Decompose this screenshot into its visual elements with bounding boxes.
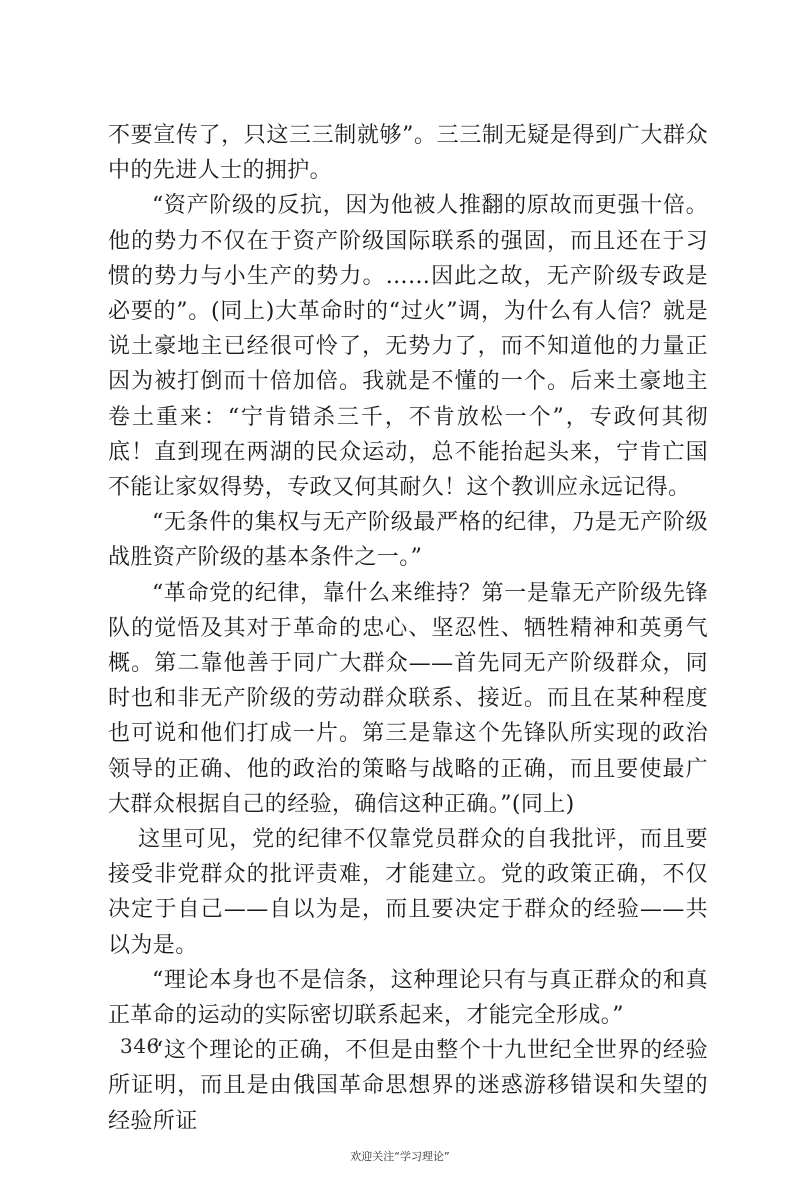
paragraph-7: “这个理论的正确，不但是由整个十九世纪全世界的经验所证明，而且是由俄国革命思想界的迷惑游移错误和失望的经验所证: [108, 1038, 708, 1134]
page-number: 346: [120, 1034, 160, 1058]
body-text: [108, 118, 708, 1139]
paragraph-1: 不要宣传了，只这三三制就够”。三三制无疑是得到广大群众中的先进人士的拥护。: [108, 123, 708, 184]
paragraph-5: 这里可见，党的纪律不仅靠党员群众的自我批评，而且要接受非党群众的批评责难，才能建立。党的政策正确，不仅决定于自己——自以为是，而且要决定于群众的经验——共以为是。: [108, 827, 708, 958]
footer-note: 欢迎关注“学习理论”: [350, 1150, 450, 1163]
paragraph-3: “无条件的集权与无产阶级最严格的纪律，乃是无产阶级战胜资产阶级的基本条件之一。”: [108, 510, 708, 571]
paragraph-4: “革命党的纪律，靠什么来维持？第一是靠无产阶级先锋队的觉悟及其对于革命的忠心、坚忍性、牺牲精神和英勇气概。第二靠他善于同广大群众——首先同无产阶级群众，同时也和非无产阶级的劳动群众联系、接近。而且在某种程度也可说和他们打成一片。第三是靠这个先锋队所实现的政治领导的正确、他的政治的策略与战略的正确，而且要使最广大群众根据自己的经验，确信这种正确。”(同上): [108, 580, 708, 817]
paragraph-2: “资产阶级的反抗，因为他被人推翻的原故而更强十倍。他的势力不仅在于资产阶级国际联系的强固，而且还在于习惯的势力与小生产的势力。……因此之故，无产阶级专政是必要的”。(同上)大革命时的“过火”调，为什么有人信？就是说土豪地主已经很可怜了，无势力了，而不知道他的力量正因为被打倒而十倍加倍。我就是不懂的一个。后来土豪地主卷土重来：“宁肯错杀三千，不肯放松一个”，专政何其彻底！直到现在两湖的民众运动，总不能抬起头来，宁肯亡国不能让家奴得势，专政又何其耐久！这个教训应永远记得。: [108, 193, 708, 501]
paragraph-6: “理论本身也不是信条，这种理论只有与真正群众的和真正革命的运动的实际密切联系起来，才能完全形成。”: [108, 967, 708, 1029]
